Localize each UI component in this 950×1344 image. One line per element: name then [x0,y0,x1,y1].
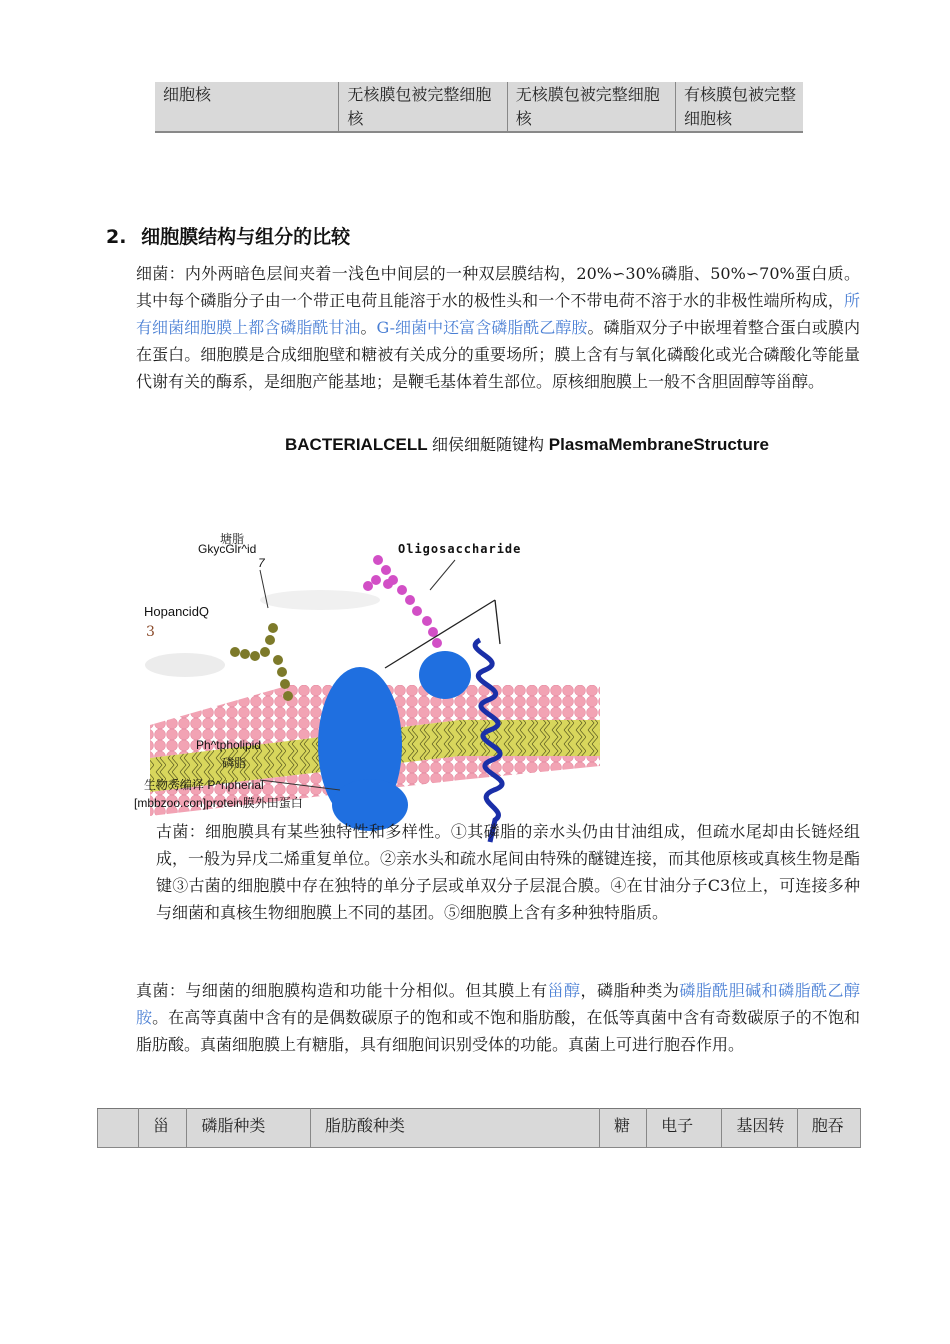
figure-title-en: BACTERIALCELL [285,435,428,454]
table-cell: 甾 [139,1109,187,1148]
bottom-comparison-table [97,1108,861,1148]
hopanoid-number: 3 [146,624,155,640]
figure-title-en2: PlasmaMembraneStructure [548,435,769,454]
table-cell: 基因转 [722,1109,797,1148]
paragraph-text: 细菌：内外两暗色层间夹着一浅色中间层的一种双层膜结构，20%∽30%磷脂、50%∽70%蛋白质。其中每个磷脂分子由一个带正电荷且能溶于水的极性头和一个不带电荷不溶于水的非极性端所构成， [136,264,860,310]
glycolipid-number: 7 [258,556,265,570]
bacteria-paragraph [136,260,860,395]
table-cell: 无核膜包被完整细胞核 [507,82,675,132]
url-label [134,794,303,811]
phosphatidylcholine-link[interactable]: 磷脂酰胆碱和磷脂酰乙醇胺 [136,981,860,1027]
oligosaccharide-label: Oligosaccharide [398,542,522,556]
table-cell [98,1109,139,1148]
paragraph-text: 。磷脂双分子中嵌埋着整合蛋白或膜内在蛋白。细胞膜是合成细胞壁和糖被有关成分的重要场所；膜上含有与氧化磷酸化或光合磷酸化等能量代谢有关的酶系，是细胞产能基地；是鞭毛基体着生部位。原核细胞膜上一般不含胆固醇等甾醇。 [136,318,860,391]
section-title: 细胞膜结构与组分的比较 [141,226,351,248]
table-row [155,82,803,132]
archaea-paragraph: 古菌：细胞膜具有某些独特性和多样性。①其磷脂的亲水头仍由甘油组成，但疏水尾却由长链烃组成，一般为异戊二烯重复单位。②亲水头和疏水尾间由特殊的醚键连接，而其他原核或真核生物是酯键③古菌的细胞膜中存在独特的单分子层或单双分子层混合膜。④在甘油分子C3位上，可连接多种与细菌和真核生物细胞膜上不同的基团。⑤细胞膜上含有多种独特脂质。 [156,822,861,922]
glycerol-link[interactable]: 所有细菌细胞膜上都含磷脂酰甘油 [136,291,860,337]
table-cell: 电子 [647,1109,722,1148]
table-cell: 脂肪酸种类 [310,1109,599,1148]
url-text: [mbbzoo.con]protein [134,796,243,810]
url-text-cn: 膜外田蛋白 [242,796,303,810]
sterol-link[interactable]: 甾醇 [547,981,581,1000]
section-number: 2. [106,226,127,248]
paragraph-text: 。在高等真菌中含有的是偶数碳原子的饱和或不饱和脂肪酸，在低等真菌中含有奇数碳原子的不饱和脂肪酸。真菌细胞膜上有糖脂，具有细胞间识别受体的功能。真菌上可进行胞吞作用。 [136,1008,860,1054]
hopanoid-label: HopancidQ [144,604,210,619]
paragraph-text: 。 [360,318,377,337]
source-text: 生物秀编译 [144,778,205,792]
phospholipid-label-cn: 磷脂 [222,756,247,770]
figure-title [285,432,769,455]
peripheral-protein [419,651,471,699]
ethanolamine-link[interactable]: G-细菌中还富含磷脂酰乙醇胺 [376,318,588,337]
source-label [144,776,264,793]
table-cell: 细胞核 [155,82,339,132]
paragraph-text: 真菌：与细菌的细胞膜构造和功能十分相似。但其膜上有 [136,981,548,1000]
table-cell: 胞吞 [797,1109,860,1148]
glycolipid-label-cn: 塘脂 [220,532,245,546]
phospholipid-label: Ph^tpholipid [196,738,262,752]
membrane-diagram [130,520,630,860]
table-cell: 糖 [599,1109,646,1148]
fungi-paragraph [136,977,860,1058]
table-cell: 磷脂种类 [187,1109,310,1148]
peripheral-label: P^ripherial [207,778,264,792]
table-cell: 无核膜包被完整细胞核 [339,82,507,132]
table-row [98,1109,861,1148]
table-cell: 有核膜包被完整细胞核 [676,82,804,132]
section-heading [106,222,350,249]
paragraph-text: ，磷脂种类为 [580,981,680,1000]
pointer-line [430,560,455,590]
figure-title-cn: 细侯细艇随键构 [432,435,545,454]
glycolipid-label: GkycGlr^id [198,542,257,556]
top-comparison-table [155,82,803,133]
pointer-line [495,600,500,644]
